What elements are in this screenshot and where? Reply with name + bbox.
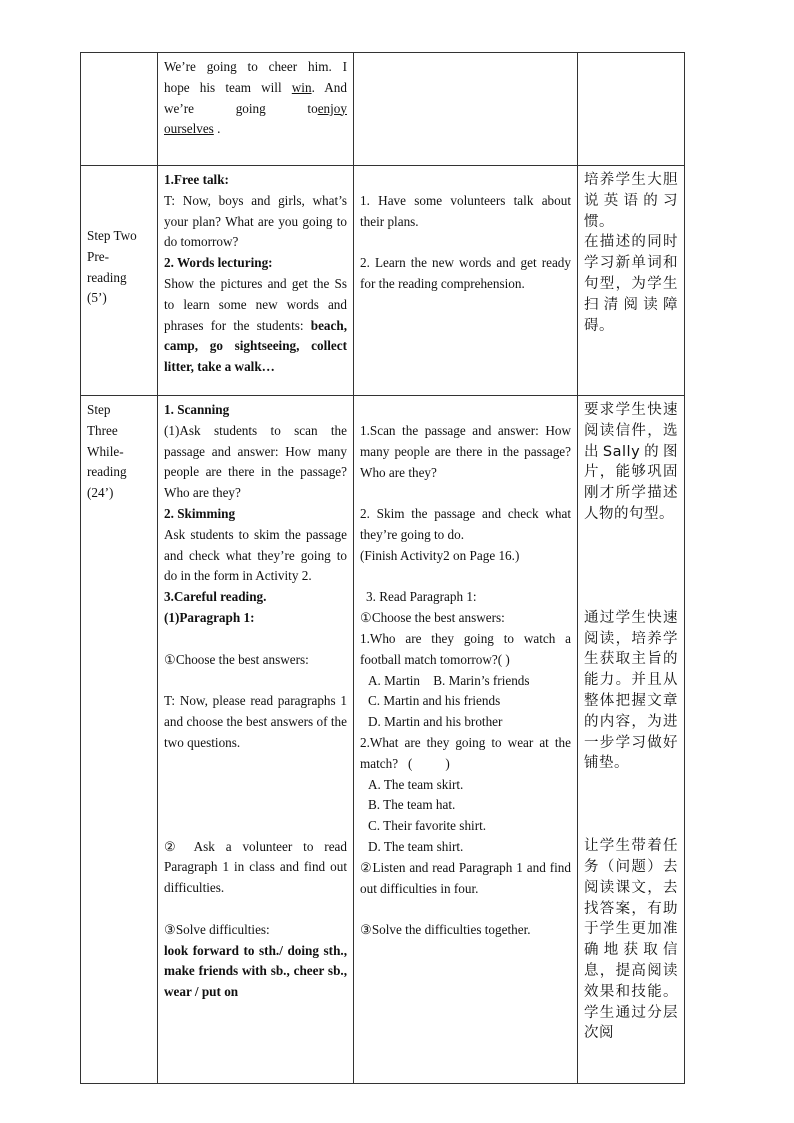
paragraph: 在描述的同时学习新单词和句型，为学生扫清阅读障碍。 (584, 234, 678, 334)
question: 1.Who are they going to watch a football match tomorrow?( ) (360, 630, 571, 667)
section-heading: 2. Words lecturing: (164, 255, 273, 271)
paragraph: 通过学生快速阅读，培养学生获取主旨的能力。并且从整体把握文章的内容，为进一步学习做好铺垫。 (584, 609, 678, 772)
student-activity-cell (354, 396, 578, 1084)
paragraph: ② Ask a volunteer to read Paragraph 1 in class and find out difficulties. (164, 838, 347, 896)
student-activity-cell (354, 166, 578, 396)
teacher-activity-cell (158, 166, 354, 396)
step-label: (5’) (87, 290, 107, 306)
paragraph: (1)Ask students to scan the passage and answer: How many people are there in the passage? Who are they? (164, 422, 347, 501)
text-span: . (217, 121, 221, 137)
step-label: Three (87, 422, 118, 438)
teacher-activity-cell (158, 396, 354, 1084)
answer-option: D. Martin and his brother (368, 714, 503, 730)
paragraph: 1.Scan the passage and answer: How many people are there in the passage? Who are they? (360, 423, 571, 480)
text-span: Show the pictures and get the Ss to learn some new words and phrases for the students: (164, 275, 347, 333)
text-span: hope his team will (164, 79, 292, 95)
step-label: While- (87, 443, 124, 459)
step-cell (81, 166, 158, 396)
answer-option: A. Martin B. Marin’s friends (368, 672, 530, 688)
text-line: We’re going to cheer him. I (164, 59, 347, 74)
paragraph: ③Solve difficulties: (164, 921, 270, 937)
paragraph: 2. Learn the new words and get ready for the reading comprehension. (360, 255, 571, 292)
section-heading: 1.Free talk: (164, 172, 229, 187)
paragraph: 让学生带着任务（问题）去阅读课文，去找答案，有助于学生更加准确地获取信息，提高阅读效果和技能。学生通过分层次阅 (584, 838, 678, 1042)
answer-option: B. The team hat. (368, 797, 456, 813)
step-label: Step (87, 402, 111, 417)
step-label: Step Two (87, 228, 137, 243)
text-span: . And (311, 79, 347, 95)
section-heading: 1. Scanning (164, 402, 230, 417)
teacher-activity-cell (158, 53, 354, 166)
text-span: we’re going to (164, 100, 318, 116)
step-label: (24’) (87, 485, 114, 501)
step-label: Pre- (87, 248, 109, 264)
underlined-word: enjoy (317, 100, 347, 116)
purpose-cell (578, 166, 685, 396)
paragraph: ①Choose the best answers: (360, 610, 505, 626)
paragraph: 2. Skim the passage and check what they’re going to do. (360, 506, 571, 542)
answer-option: C. Their favorite shirt. (368, 818, 487, 834)
step-cell (81, 53, 158, 166)
step-label: reading (87, 464, 127, 480)
paragraph: 1. Have some volunteers talk about their plans. (360, 193, 571, 229)
step-cell (81, 396, 158, 1084)
student-activity-cell (354, 53, 578, 166)
paragraph: T: Now, boys and girls, what’s your plan? What are you going to do tomorrow? (164, 192, 347, 250)
text-line (164, 119, 347, 140)
table-row (81, 53, 685, 166)
question: 2.What are they going to wear at the match? ( ) (360, 734, 575, 771)
answer-option: D. The team shirt. (368, 838, 464, 854)
phrase-list: look forward to sth./ doing sth., make friends with sb., cheer sb., wear / put on (164, 942, 347, 1000)
paragraph: ③Solve the difficulties together. (360, 922, 531, 938)
text-line (164, 99, 347, 120)
section-heading: (1)Paragraph 1: (164, 609, 255, 625)
step-label: reading (87, 269, 127, 285)
paragraph (164, 274, 347, 378)
answer-option: A. The team skirt. (368, 776, 464, 792)
paragraph: 要求学生快速阅读信件，选出Sally的图片，能够巩固刚才所学描述人物的句型。 (584, 402, 678, 522)
purpose-cell (578, 53, 685, 166)
section-heading: 3.Careful reading. (164, 589, 267, 605)
lesson-plan-table (80, 52, 685, 1084)
paragraph: ②Listen and read Paragraph 1 and find out difficulties in four. (360, 859, 571, 896)
paragraph: Ask students to skim the passage and check what they’re going to do in the form in Activity 2. (164, 526, 347, 584)
section-heading: 2. Skimming (164, 505, 236, 521)
paragraph: 培养学生大胆说英语的习惯。 (584, 172, 678, 230)
underlined-word: ourselves (164, 121, 214, 137)
answer-option: C. Martin and his friends (368, 693, 501, 709)
paragraph: ①Choose the best answers: (164, 651, 309, 667)
purpose-cell (578, 396, 685, 1084)
paragraph: 3. Read Paragraph 1: (366, 589, 477, 605)
table-row (81, 396, 685, 1084)
text-line (164, 78, 347, 99)
underlined-word: win (291, 79, 312, 95)
table-row (81, 166, 685, 396)
paragraph: T: Now, please read paragraphs 1 and choose the best answers of the two questions. (164, 693, 347, 750)
paragraph: (Finish Activity2 on Page 16.) (360, 547, 520, 563)
vocabulary-list: beach, camp, go sightseeing, collect litter, take a walk… (164, 317, 347, 375)
